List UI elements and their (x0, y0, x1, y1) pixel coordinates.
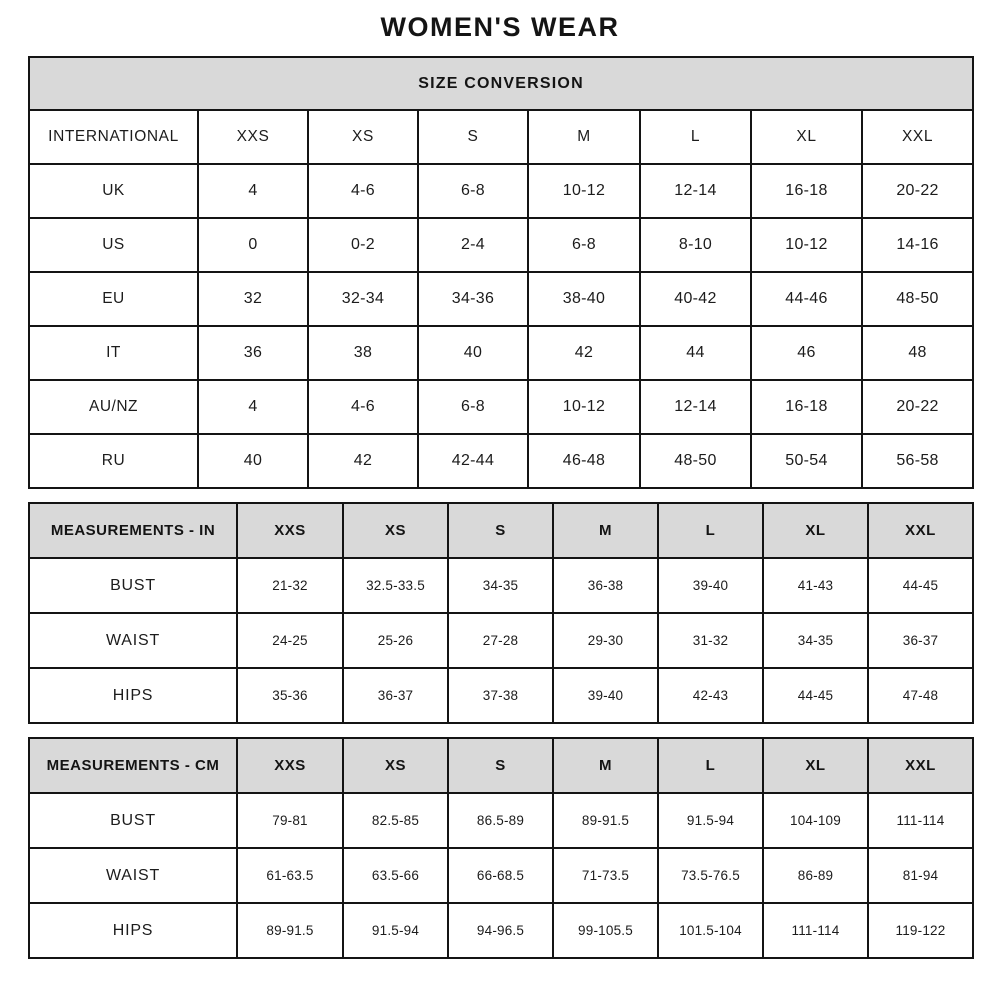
size-header-cell: XXL (862, 110, 973, 164)
measurements-cm-table (28, 737, 974, 959)
size-header-cell: S (448, 738, 553, 793)
measurement-value-cell: 39-40 (553, 668, 658, 723)
measurement-value-cell: 36-37 (868, 613, 973, 668)
measurement-value-cell: 91.5-94 (658, 793, 763, 848)
size-value-cell: 12-14 (640, 164, 751, 218)
size-header-cell: S (448, 503, 553, 558)
table-row (29, 272, 973, 326)
measurement-value-cell: 91.5-94 (343, 903, 448, 958)
measurement-label-cell: HIPS (29, 668, 237, 723)
measurement-value-cell: 31-32 (658, 613, 763, 668)
size-value-cell: 44 (640, 326, 751, 380)
region-label-cell: IT (29, 326, 198, 380)
measurement-value-cell: 24-25 (237, 613, 343, 668)
size-value-cell: 14-16 (862, 218, 973, 272)
measurement-value-cell: 101.5-104 (658, 903, 763, 958)
table-row (29, 110, 973, 164)
size-header-cell: XS (308, 110, 418, 164)
size-header-cell: M (553, 503, 658, 558)
table-row (29, 558, 973, 613)
region-label-cell: RU (29, 434, 198, 488)
measurement-value-cell: 27-28 (448, 613, 553, 668)
table-row (29, 434, 973, 488)
size-value-cell: 6-8 (528, 218, 640, 272)
measurement-value-cell: 44-45 (763, 668, 868, 723)
size-value-cell: 48-50 (640, 434, 751, 488)
measurement-value-cell: 104-109 (763, 793, 868, 848)
measurement-label-cell: HIPS (29, 903, 237, 958)
region-label-cell: UK (29, 164, 198, 218)
table-row (29, 218, 973, 272)
measurement-value-cell: 39-40 (658, 558, 763, 613)
size-conversion-table (28, 56, 974, 489)
measurement-value-cell: 82.5-85 (343, 793, 448, 848)
measurement-value-cell: 36-38 (553, 558, 658, 613)
size-value-cell: 50-54 (751, 434, 862, 488)
measurement-value-cell: 47-48 (868, 668, 973, 723)
measurement-value-cell: 94-96.5 (448, 903, 553, 958)
size-header-cell: XXS (237, 503, 343, 558)
table-row (29, 668, 973, 723)
size-value-cell: 20-22 (862, 164, 973, 218)
measurement-value-cell: 89-91.5 (553, 793, 658, 848)
size-value-cell: 8-10 (640, 218, 751, 272)
size-value-cell: 6-8 (418, 164, 528, 218)
table-row (29, 326, 973, 380)
size-header-cell: XS (343, 503, 448, 558)
region-label-cell: EU (29, 272, 198, 326)
measurement-value-cell: 71-73.5 (553, 848, 658, 903)
size-header-cell: XXL (868, 738, 973, 793)
table-row (29, 57, 973, 110)
table-row (29, 503, 973, 558)
size-value-cell: 38-40 (528, 272, 640, 326)
size-value-cell: 12-14 (640, 380, 751, 434)
measurement-value-cell: 119-122 (868, 903, 973, 958)
size-header-cell: XXS (198, 110, 308, 164)
measurement-value-cell: 34-35 (448, 558, 553, 613)
size-value-cell: 32-34 (308, 272, 418, 326)
table-row (29, 738, 973, 793)
size-value-cell: 42-44 (418, 434, 528, 488)
size-value-cell: 4-6 (308, 164, 418, 218)
international-header-cell: INTERNATIONAL (29, 110, 198, 164)
measurement-value-cell: 79-81 (237, 793, 343, 848)
size-value-cell: 10-12 (528, 380, 640, 434)
size-header-cell: XL (763, 503, 868, 558)
page-title: WOMEN'S WEAR (380, 12, 620, 42)
measurement-value-cell: 61-63.5 (237, 848, 343, 903)
size-header-cell: M (553, 738, 658, 793)
measurement-value-cell: 41-43 (763, 558, 868, 613)
measurement-value-cell: 36-37 (343, 668, 448, 723)
measurement-value-cell: 35-36 (237, 668, 343, 723)
size-value-cell: 40 (418, 326, 528, 380)
measurement-value-cell: 73.5-76.5 (658, 848, 763, 903)
region-label-cell: US (29, 218, 198, 272)
size-value-cell: 4 (198, 380, 308, 434)
table-row (29, 793, 973, 848)
size-header-cell: S (418, 110, 528, 164)
size-value-cell: 0 (198, 218, 308, 272)
measurement-value-cell: 34-35 (763, 613, 868, 668)
measurement-label-cell: BUST (29, 558, 237, 613)
measurement-value-cell: 44-45 (868, 558, 973, 613)
measurement-value-cell: 29-30 (553, 613, 658, 668)
table-row (29, 380, 973, 434)
size-value-cell: 48-50 (862, 272, 973, 326)
measurement-label-cell: BUST (29, 793, 237, 848)
measurement-value-cell: 111-114 (868, 793, 973, 848)
size-value-cell: 4 (198, 164, 308, 218)
measurement-value-cell: 42-43 (658, 668, 763, 723)
size-value-cell: 6-8 (418, 380, 528, 434)
table-row (29, 613, 973, 668)
size-header-cell: XXS (237, 738, 343, 793)
measurement-value-cell: 37-38 (448, 668, 553, 723)
size-value-cell: 36 (198, 326, 308, 380)
size-value-cell: 20-22 (862, 380, 973, 434)
size-value-cell: 48 (862, 326, 973, 380)
table-row (29, 164, 973, 218)
size-value-cell: 42 (528, 326, 640, 380)
size-value-cell: 40-42 (640, 272, 751, 326)
size-header-cell: XS (343, 738, 448, 793)
measurement-label-cell: WAIST (29, 613, 237, 668)
size-value-cell: 56-58 (862, 434, 973, 488)
size-value-cell: 46 (751, 326, 862, 380)
size-value-cell: 32 (198, 272, 308, 326)
size-header-cell: L (658, 503, 763, 558)
size-header-cell: XL (751, 110, 862, 164)
size-value-cell: 16-18 (751, 164, 862, 218)
size-header-cell: XL (763, 738, 868, 793)
size-value-cell: 40 (198, 434, 308, 488)
measurement-value-cell: 32.5-33.5 (343, 558, 448, 613)
size-header-cell: L (640, 110, 751, 164)
region-label-cell: AU/NZ (29, 380, 198, 434)
measurement-value-cell: 111-114 (763, 903, 868, 958)
size-header-cell: L (658, 738, 763, 793)
measurement-value-cell: 89-91.5 (237, 903, 343, 958)
measurement-value-cell: 86-89 (763, 848, 868, 903)
measurement-value-cell: 66-68.5 (448, 848, 553, 903)
measurements-title-cell: MEASUREMENTS - IN (29, 503, 237, 558)
size-value-cell: 4-6 (308, 380, 418, 434)
measurement-value-cell: 25-26 (343, 613, 448, 668)
size-value-cell: 10-12 (751, 218, 862, 272)
measurement-value-cell: 81-94 (868, 848, 973, 903)
size-value-cell: 46-48 (528, 434, 640, 488)
measurement-label-cell: WAIST (29, 848, 237, 903)
table-title-banner: SIZE CONVERSION (29, 57, 973, 110)
size-value-cell: 44-46 (751, 272, 862, 326)
size-value-cell: 38 (308, 326, 418, 380)
size-value-cell: 10-12 (528, 164, 640, 218)
size-value-cell: 0-2 (308, 218, 418, 272)
table-row (29, 848, 973, 903)
measurement-value-cell: 21-32 (237, 558, 343, 613)
measurement-value-cell: 99-105.5 (553, 903, 658, 958)
size-value-cell: 42 (308, 434, 418, 488)
measurement-value-cell: 86.5-89 (448, 793, 553, 848)
measurement-value-cell: 63.5-66 (343, 848, 448, 903)
table-row (29, 903, 973, 958)
size-value-cell: 2-4 (418, 218, 528, 272)
measurements-in-table (28, 502, 974, 724)
size-value-cell: 16-18 (751, 380, 862, 434)
size-value-cell: 34-36 (418, 272, 528, 326)
size-header-cell: M (528, 110, 640, 164)
measurements-title-cell: MEASUREMENTS - CM (29, 738, 237, 793)
size-header-cell: XXL (868, 503, 973, 558)
